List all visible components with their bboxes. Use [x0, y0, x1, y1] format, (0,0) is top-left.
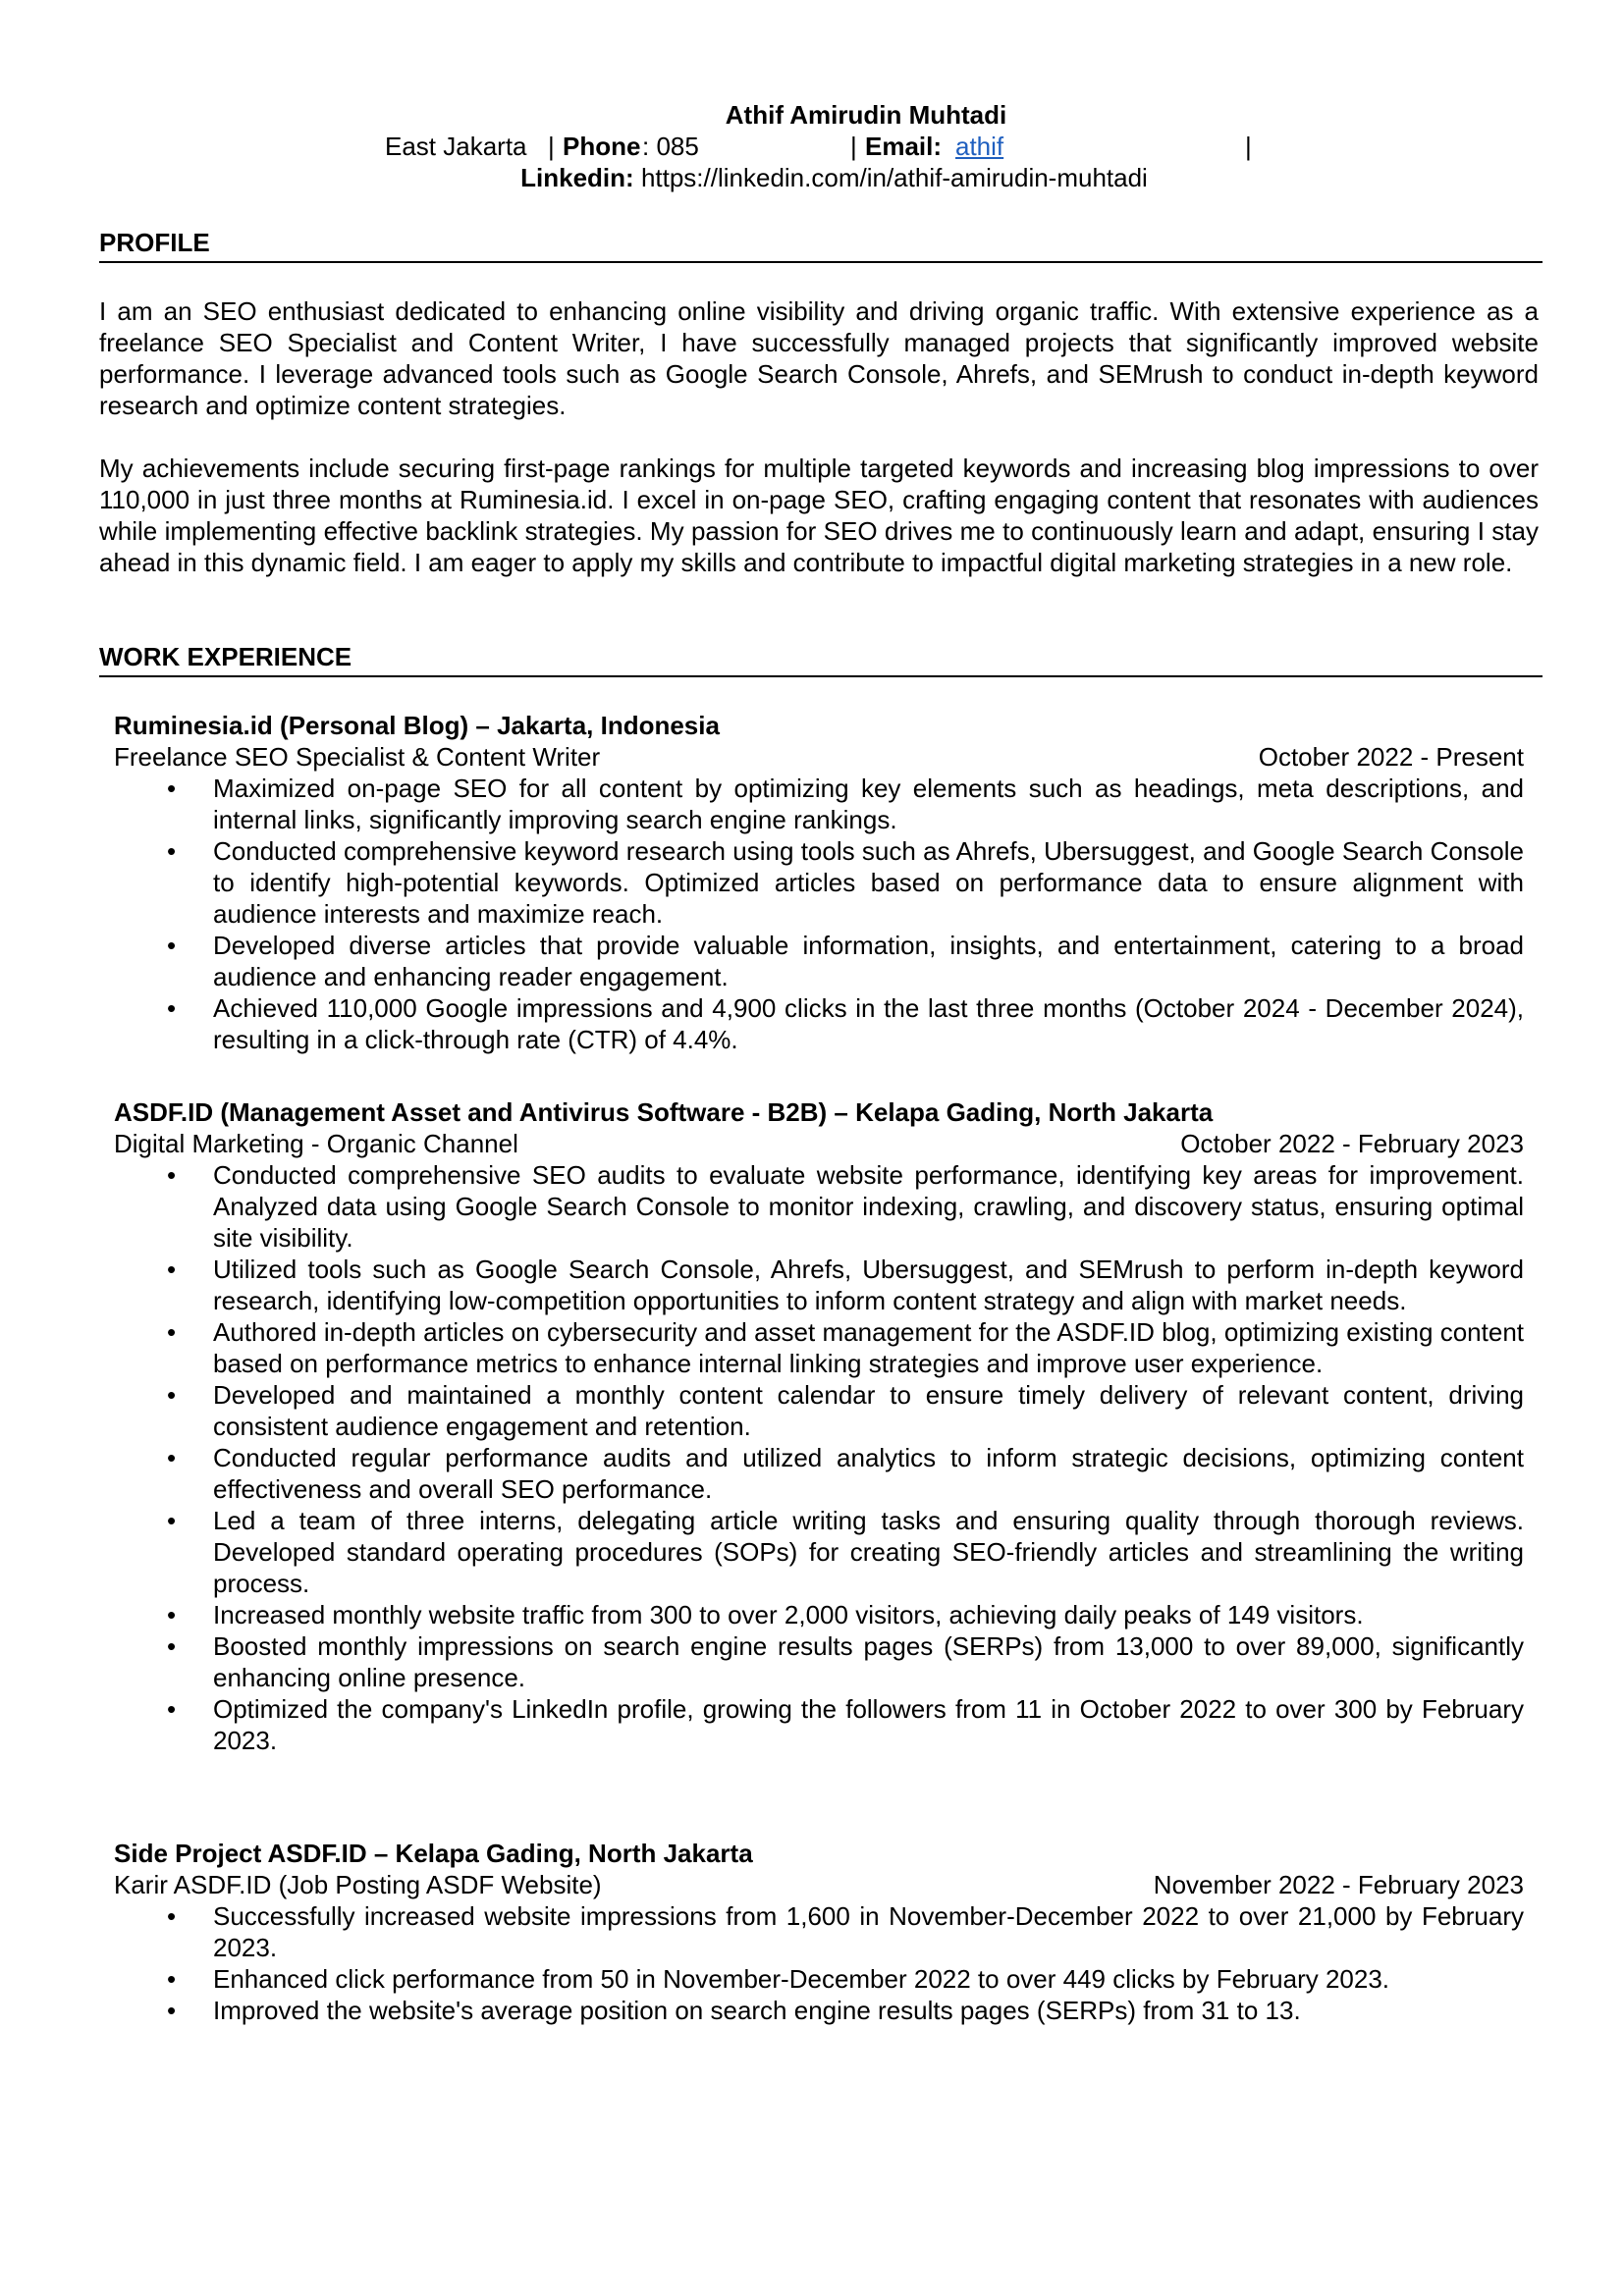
list-item	[114, 1693, 1524, 1756]
job-entry	[114, 710, 1524, 1055]
bullet-icon: •	[167, 774, 177, 803]
list-item	[114, 1442, 1524, 1505]
list-item	[114, 835, 1524, 930]
linkedin-label: Linkedin:	[520, 163, 634, 192]
bullet-text: Enhanced click performance from 50 in November-December 2022 to over 449 clicks by February 2023.	[213, 1964, 1390, 1994]
job-entry	[114, 1838, 1524, 2026]
bullet-icon: •	[167, 1255, 177, 1284]
bullet-text: Conducted comprehensive SEO audits to evaluate website performance, identifying key areas for improvement. Analyzed data using Google Search Console to monitor indexing, crawling, and discovery status, ensuring optimal site visibility.	[213, 1160, 1524, 1253]
work-experience-heading: WORK EXPERIENCE	[99, 641, 1543, 677]
profile-paragraph-1: I am an SEO enthusiast dedicated to enhancing online visibility and driving organic traffic. With extensive experience as a freelance SEO Specialist and Content Writer, I have successfully managed projects that significantly improved website performance. I leverage advanced tools such as Google Search Console, Ahrefs, and SEMrush to conduct in-depth keyword research and optimize content strategies.	[99, 296, 1539, 420]
job-company: Side Project ASDF.ID – Kelapa Gading, North Jakarta	[114, 1839, 753, 1868]
profile-heading: PROFILE	[99, 227, 1543, 263]
job-dates: October 2022 - February 2023	[1180, 1129, 1524, 1158]
list-item	[114, 1963, 1524, 1995]
bullet-text: Successfully increased website impressions from 1,600 in November-December 2022 to over 21,000 by February 2023.	[213, 1901, 1524, 1962]
list-item	[114, 773, 1524, 835]
list-item	[114, 1159, 1524, 1254]
bullet-icon: •	[167, 1631, 177, 1661]
job-role-row	[114, 1869, 1524, 1900]
bullet-text: Conducted regular performance audits and utilized analytics to inform strategic decisions, optimizing content effectiveness and overall SEO performance.	[213, 1443, 1524, 1504]
job-bullet-list	[114, 1159, 1524, 1756]
phone-value: : 085	[642, 132, 699, 161]
list-item	[114, 1599, 1524, 1630]
bullet-text: Authored in-depth articles on cybersecurity and asset management for the ASDF.ID blog, optimizing existing content based on performance metrics to enhance internal linking strategies and improve user experience.	[213, 1317, 1524, 1378]
bullet-icon: •	[167, 1160, 177, 1190]
job-role-row	[114, 741, 1524, 773]
bullet-icon: •	[167, 931, 177, 960]
bullet-text: Increased monthly website traffic from 300 to over 2,000 visitors, achieving daily peaks of 149 visitors.	[213, 1600, 1364, 1629]
bullet-text: Developed diverse articles that provide valuable information, insights, and entertainment, catering to a broad audience and enhancing reader engagement.	[213, 931, 1524, 991]
list-item	[114, 1900, 1524, 1963]
bullet-text: Boosted monthly impressions on search engine results pages (SERPs) from 13,000 to over 89,000, significantly enhancing online presence.	[213, 1631, 1524, 1692]
bullet-icon: •	[167, 1694, 177, 1724]
bullet-icon: •	[167, 1996, 177, 2025]
contact-line	[0, 131, 1624, 162]
separator: |	[1245, 132, 1252, 161]
list-item	[114, 930, 1524, 992]
list-item	[114, 1630, 1524, 1693]
linkedin-line	[0, 162, 1624, 193]
candidate-name: Athif Amirudin Muhtadi	[725, 100, 1007, 130]
bullet-icon: •	[167, 1964, 177, 1994]
job-bullet-list	[114, 773, 1524, 1055]
list-item	[114, 992, 1524, 1055]
bullet-icon: •	[167, 1506, 177, 1535]
location-text: East Jakarta	[385, 132, 527, 161]
resume-header	[0, 99, 1624, 193]
job-role: Karir ASDF.ID (Job Posting ASDF Website)	[114, 1870, 602, 1899]
job-role: Digital Marketing - Organic Channel	[114, 1129, 518, 1158]
linkedin-url: https://linkedin.com/in/athif-amirudin-muhtadi	[640, 163, 1148, 192]
list-item	[114, 1254, 1524, 1316]
bullet-text: Optimized the company's LinkedIn profile, growing the followers from 11 in October 2022 to over 300 by February 2023.	[213, 1694, 1524, 1755]
job-role: Freelance SEO Specialist & Content Writer	[114, 742, 601, 772]
list-item	[114, 1316, 1524, 1379]
job-role-row	[114, 1128, 1524, 1159]
phone-label: Phone	[563, 132, 641, 161]
list-item	[114, 1379, 1524, 1442]
list-item	[114, 1995, 1524, 2026]
profile-paragraph-2: My achievements include securing first-page rankings for multiple targeted keywords and increasing blog impressions to over 110,000 in just three months at Ruminesia.id. I excel in on-page SEO, crafting engaging content that resonates with audiences while implementing effective backlink strategies. My passion for SEO drives me to continuously learn and adapt, ensuring I stay ahead in this dynamic field. I am eager to apply my skills and contribute to impactful digital marketing strategies in a new role.	[99, 454, 1539, 577]
separator: |	[548, 132, 555, 161]
separator: |	[850, 132, 857, 161]
bullet-icon: •	[167, 836, 177, 866]
bullet-icon: •	[167, 1380, 177, 1410]
list-item	[114, 1505, 1524, 1599]
bullet-text: Led a team of three interns, delegating article writing tasks and ensuring quality through thorough reviews. Developed standard operating procedures (SOPs) for creating SEO-friendly articles and streamlining the writing process.	[213, 1506, 1524, 1598]
job-dates: November 2022 - February 2023	[1153, 1870, 1524, 1899]
bullet-icon: •	[167, 1600, 177, 1629]
job-company: Ruminesia.id (Personal Blog) – Jakarta, Indonesia	[114, 711, 720, 740]
email-link[interactable]: athif	[955, 132, 1004, 161]
bullet-icon: •	[167, 1317, 177, 1347]
email-label: Email:	[865, 132, 943, 161]
bullet-text: Utilized tools such as Google Search Console, Ahrefs, Ubersuggest, and SEMrush to perform in-depth keyword research, identifying low-competition opportunities to inform content strategy and align with market needs.	[213, 1255, 1524, 1315]
bullet-text: Conducted comprehensive keyword research using tools such as Ahrefs, Ubersuggest, and Google Search Console to identify high-potential keywords. Optimized articles based on performance data to ensure alignment with audience interests and maximize reach.	[213, 836, 1524, 929]
job-bullet-list	[114, 1900, 1524, 2026]
bullet-icon: •	[167, 993, 177, 1023]
bullet-text: Maximized on-page SEO for all content by optimizing key elements such as headings, meta descriptions, and internal links, significantly improving search engine rankings.	[213, 774, 1524, 834]
bullet-text: Improved the website's average position on search engine results pages (SERPs) from 31 to 13.	[213, 1996, 1301, 2025]
job-dates: October 2022 - Present	[1258, 742, 1524, 772]
bullet-icon: •	[167, 1443, 177, 1472]
job-company: ASDF.ID (Management Asset and Antivirus Software - B2B) – Kelapa Gading, North Jakarta	[114, 1097, 1214, 1127]
bullet-text: Achieved 110,000 Google impressions and 4,900 clicks in the last three months (October 2024 - December 2024), resulting in a click-through rate (CTR) of 4.4%.	[213, 993, 1524, 1054]
job-entry	[114, 1096, 1524, 1756]
bullet-text: Developed and maintained a monthly content calendar to ensure timely delivery of relevant content, driving consistent audience engagement and retention.	[213, 1380, 1524, 1441]
bullet-icon: •	[167, 1901, 177, 1931]
